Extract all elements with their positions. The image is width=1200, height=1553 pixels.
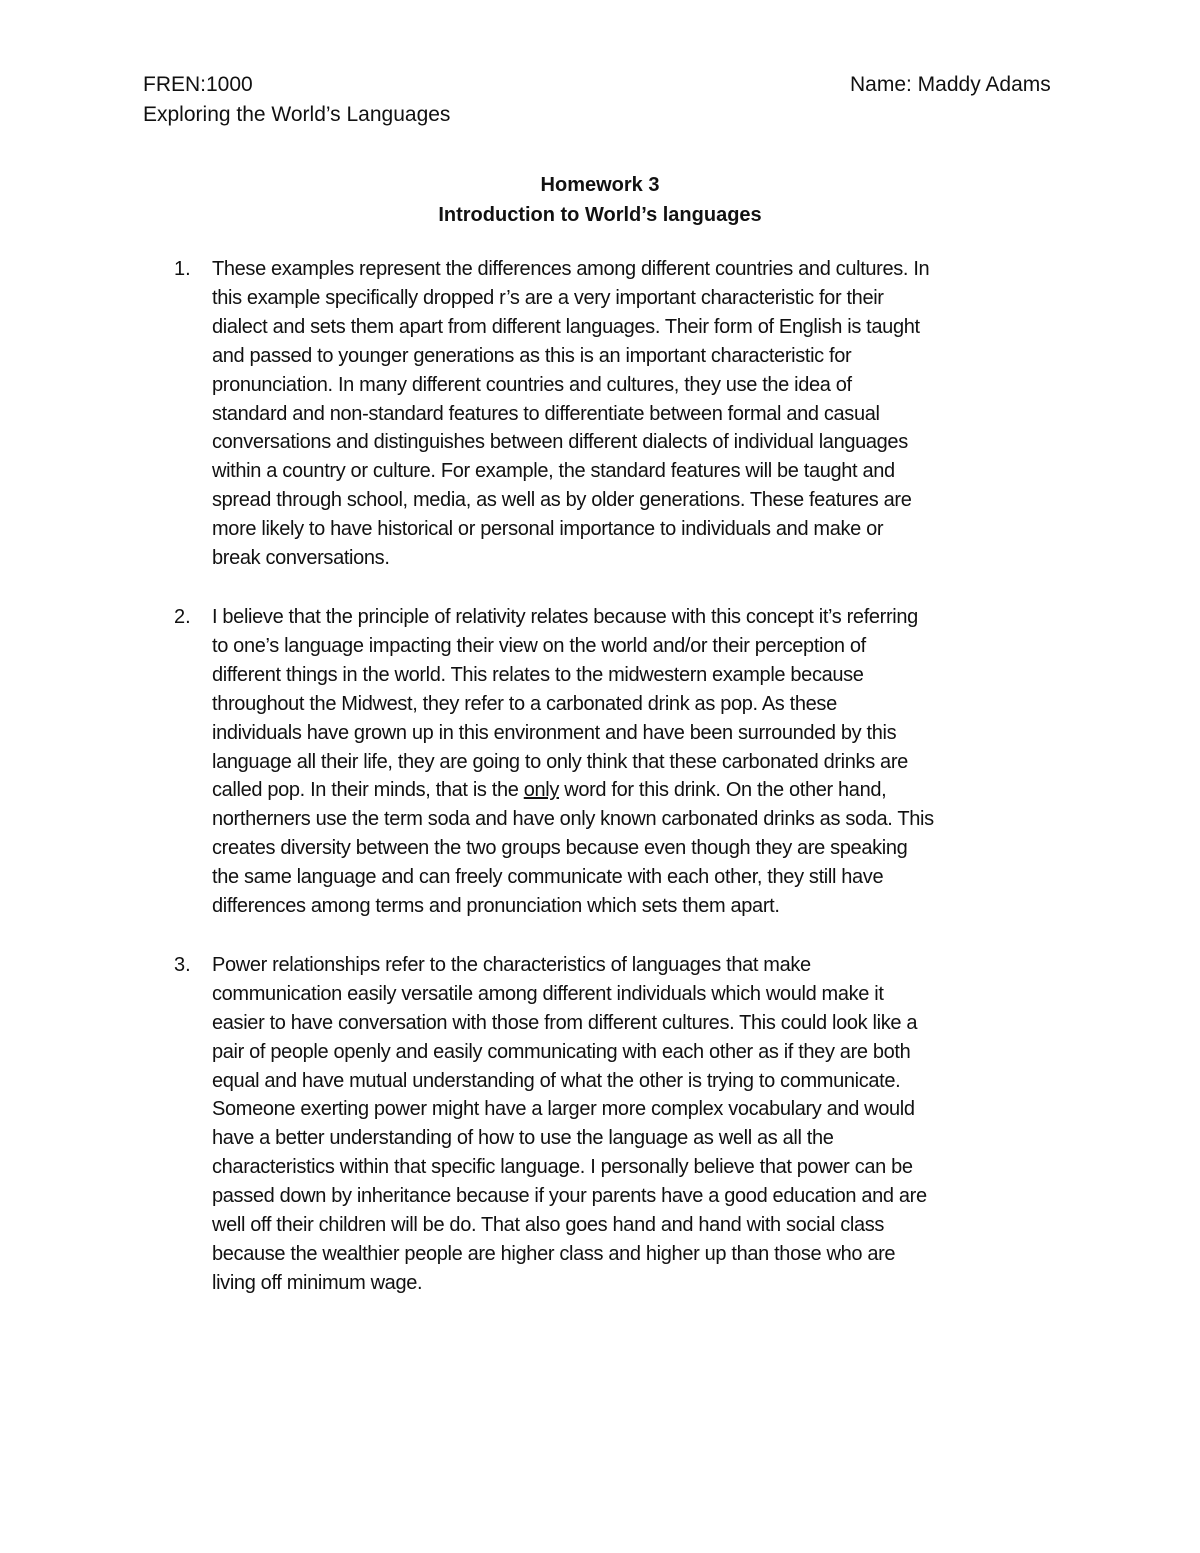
- answer-line: pronunciation. In many different countries and cultures, they use the idea of: [212, 373, 852, 396]
- answer-line: because the wealthier people are higher class and higher up than those who are: [212, 1243, 896, 1265]
- answer-line: and passed to younger generations as this is an important characteristic for: [212, 344, 852, 367]
- answer-number: 3.: [174, 953, 191, 976]
- answer-line: Someone exerting power might have a larger more complex vocabulary and would: [212, 1098, 915, 1121]
- answer-line: spread through school, media, as well as by older generations. These features are: [212, 489, 912, 512]
- answer-line: pair of people openly and easily communicating with each other as if they are both: [212, 1040, 911, 1063]
- answer-line: individuals have grown up in this environment and have been surrounded by this: [212, 721, 897, 744]
- answer-line: passed down by inheritance because if your parents have a good education and are: [212, 1185, 927, 1208]
- answer-line: I believe that the principle of relativity relates because with this concept it’s referring: [212, 605, 918, 628]
- answer-line: language all their life, they are going to only think that these carbonated drinks are: [212, 750, 908, 773]
- answer-line: this example specifically dropped r’s are a very important characteristic for their: [212, 286, 884, 309]
- course-code: FREN:1000: [143, 73, 253, 96]
- answer-line: to one’s language impacting their view on the world and/or their perception of: [212, 634, 866, 657]
- assignment-title: Homework 3: [540, 174, 660, 196]
- course-name: Exploring the World’s Languages: [143, 103, 451, 126]
- answer-line: dialect and sets them apart from different languages. Their form of English is taught: [212, 315, 920, 338]
- answer-line: characteristics within that specific language. I personally believe that power can be: [212, 1156, 913, 1179]
- answer-line: northerners use the term soda and have only known carbonated drinks as soda. This: [212, 808, 934, 831]
- answer-item-3: [170, 951, 1060, 1298]
- answer-line: These examples represent the differences among different countries and cultures. In: [212, 258, 930, 280]
- student-name: Name: Maddy Adams: [850, 73, 1051, 96]
- answer-line: well off their children will be do. That also goes hand and hand with social class: [212, 1214, 885, 1237]
- course-header: [143, 70, 450, 130]
- answer-line: break conversations.: [212, 547, 390, 570]
- answer-line: equal and have mutual understanding of what the other is trying to communicate.: [212, 1069, 901, 1092]
- answer-line: throughout the Midwest, they refer to a carbonated drink as pop. As these: [212, 692, 837, 715]
- answer-number: 1.: [174, 258, 191, 280]
- answer-list: [170, 255, 1060, 1328]
- assignment-titles: [0, 170, 1200, 230]
- answer-line: communication easily versatile among different individuals which would make it: [212, 982, 884, 1005]
- answer-line: conversations and distinguishes between different dialects of individual languages: [212, 431, 908, 454]
- answer-item-1: [170, 255, 1060, 573]
- assignment-subtitle: Introduction to World’s languages: [438, 204, 762, 226]
- answer-line: standard and non-standard features to differentiate between formal and casual: [212, 402, 880, 425]
- answer-line: easier to have conversation with those from different cultures. This could look like a: [212, 1011, 918, 1034]
- underlined-word: only: [523, 779, 560, 802]
- answer-line: creates diversity between the two groups because even though they are speaking: [212, 837, 908, 860]
- answer-text: called pop. In their minds, that is the: [212, 779, 524, 802]
- answer-number: 2.: [174, 605, 191, 628]
- answer-line: within a country or culture. For example, the standard features will be taught and: [212, 460, 895, 483]
- answer-line: more likely to have historical or personal importance to individuals and make or: [212, 518, 884, 541]
- answer-line: differences among terms and pronunciation which sets them apart.: [212, 895, 780, 918]
- answer-text: word for this drink. On the other hand,: [559, 779, 887, 802]
- answer-line-emphasis: [212, 776, 1060, 805]
- answer-line: the same language and can freely communicate with each other, they still have: [212, 866, 884, 889]
- answer-item-2: [170, 603, 1060, 921]
- answer-line: have a better understanding of how to use the language as well as all the: [212, 1127, 834, 1150]
- answer-line: Power relationships refer to the characteristics of languages that make: [212, 953, 811, 976]
- answer-line: living off minimum wage.: [212, 1271, 423, 1294]
- answer-line: different things in the world. This relates to the midwestern example because: [212, 663, 864, 686]
